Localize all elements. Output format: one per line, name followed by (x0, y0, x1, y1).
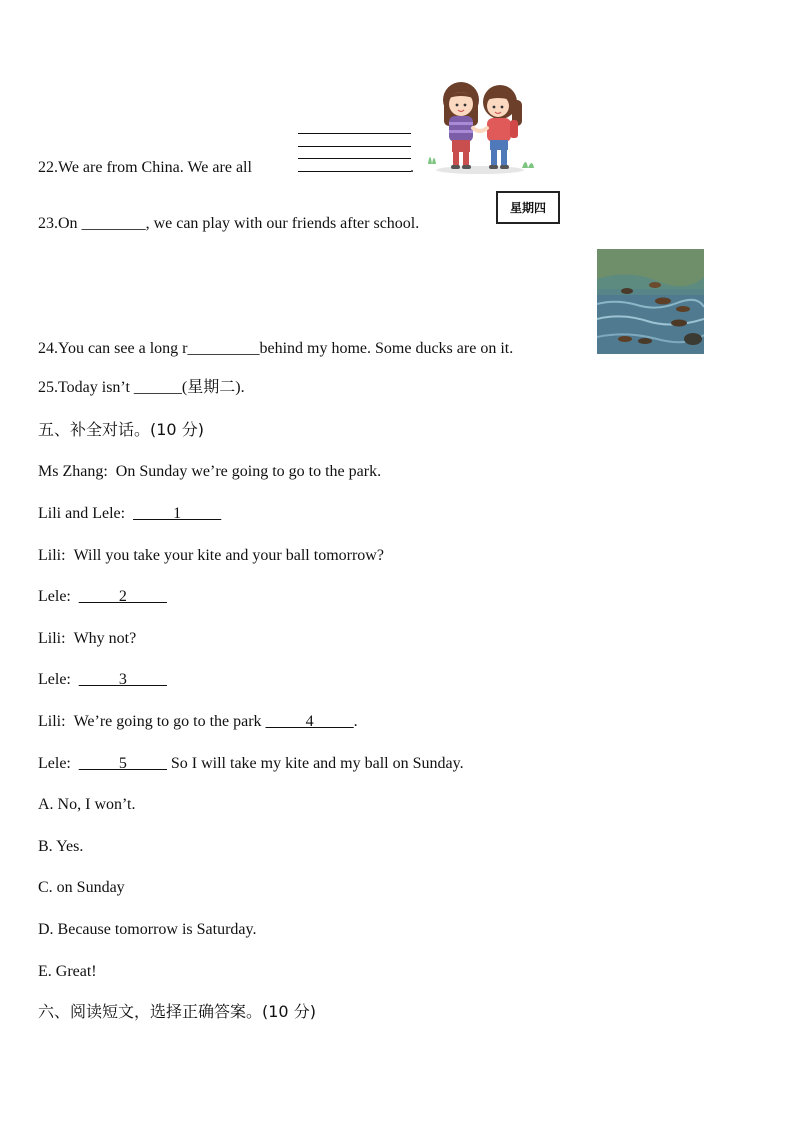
dialogue-line-7 (38, 712, 358, 732)
speaker: Lili: (38, 630, 66, 647)
question-23-blank[interactable]: ________ (81, 215, 146, 232)
answer-line-1 (298, 133, 411, 134)
question-24-blank[interactable]: _________ (187, 340, 260, 357)
question-24-suffix: behind my home. Some ducks are on it. (259, 340, 514, 357)
question-22 (38, 158, 252, 178)
dialogue-blank-3[interactable]: _____3_____ (78, 671, 167, 688)
dialogue-line-1 (38, 462, 381, 482)
dialogue-blank-2[interactable]: _____2_____ (78, 588, 167, 605)
option-a: A. No, I won’t. (38, 796, 136, 813)
dialogue-line-3 (38, 546, 384, 566)
answer-line-3 (298, 158, 411, 159)
option-b: B. Yes. (38, 838, 84, 855)
speaker: Lele: (38, 755, 71, 772)
answer-line-4 (298, 171, 411, 172)
dialogue-line-6 (38, 670, 167, 690)
speaker: Lele: (38, 588, 71, 605)
river-ducks-photo (597, 249, 704, 354)
girls-illustration (424, 80, 536, 176)
option-e: E. Great! (38, 963, 97, 980)
question-25 (38, 378, 245, 398)
speaker: Lili: (38, 547, 66, 564)
dialogue-line-4 (38, 587, 167, 607)
dialogue-text: On Sunday we’re going to go to the park. (115, 463, 382, 480)
dialogue-line-5 (38, 629, 136, 649)
question-23-suffix: , we can play with our friends after school. (145, 215, 420, 232)
dialogue-line-8 (38, 754, 464, 774)
dialogue-text: Why not? (73, 630, 137, 647)
speaker: Ms Zhang: (38, 463, 108, 480)
question-22-text: 22.We are from China. We are all (38, 159, 252, 176)
dialogue-line-2 (38, 504, 221, 524)
speaker: Lili and Lele: (38, 505, 126, 522)
speaker: Lele: (38, 671, 71, 688)
dialogue-blank-5[interactable]: _____5_____ (78, 755, 167, 772)
dialogue-tail: So I will take my kite and my ball on Sunday. (166, 755, 464, 772)
weekday-card: 星期四 (496, 191, 560, 224)
dialogue-text: Will you take your kite and your ball tomorrow? (73, 547, 384, 564)
speaker: Lili: (38, 713, 66, 730)
option-d: D. Because tomorrow is Saturday. (38, 921, 257, 938)
dialogue-blank-1[interactable]: _____1_____ (133, 505, 222, 522)
dialogue-blank-4[interactable]: _____4_____ (265, 713, 354, 730)
question-25-suffix: (星期二). (181, 379, 245, 396)
question-23-prefix: 23.On (38, 215, 82, 232)
question-25-blank[interactable]: ______ (133, 379, 182, 396)
option-c: C. on Sunday (38, 879, 125, 896)
section-5-heading: 五、补全对话。(10 分) (38, 420, 204, 439)
question-23 (38, 214, 419, 234)
question-24-prefix: 24.You can see a long r (38, 340, 188, 357)
question-25-prefix: 25.Today isn’t (38, 379, 134, 396)
question-24 (38, 339, 513, 359)
dialogue-tail: . (353, 713, 358, 730)
section-6-heading: 六、阅读短文，选择正确答案。(10 分) (38, 1002, 316, 1021)
dialogue-text: We’re going to go to the park (73, 713, 266, 730)
question-22-dot: . (410, 159, 414, 176)
answer-line-2 (298, 146, 411, 147)
